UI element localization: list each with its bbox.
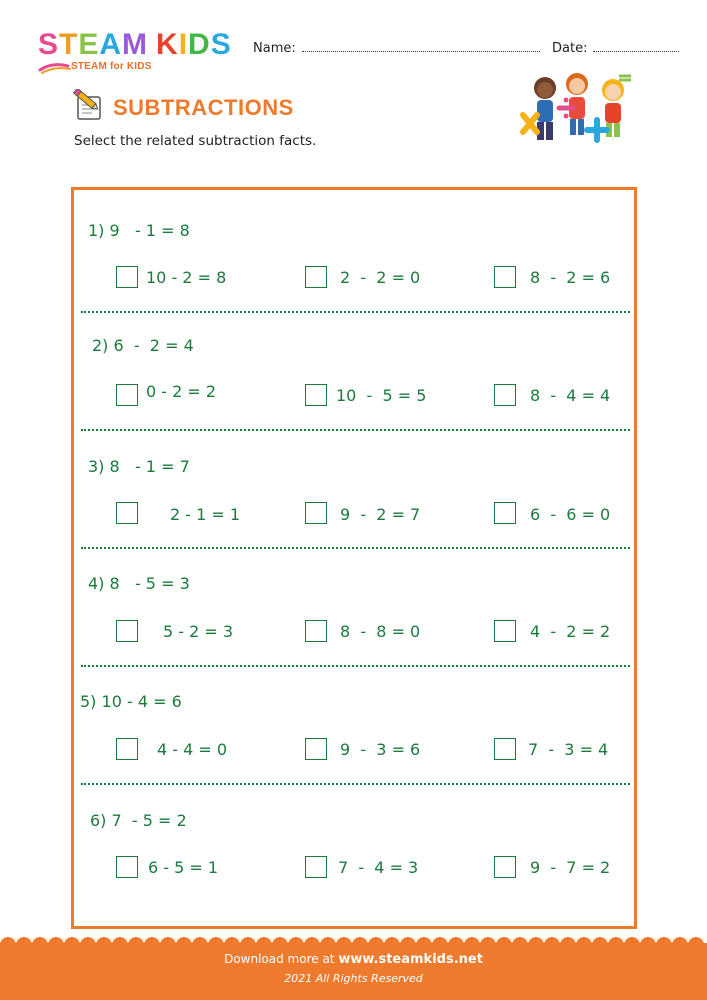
answer-option: 2 - 1 = 1 xyxy=(170,505,241,524)
problem-question: 1) 9 - 1 = 8 xyxy=(88,221,190,240)
logo-letter: A xyxy=(99,28,123,61)
answer-checkbox[interactable] xyxy=(116,502,138,524)
answer-checkbox[interactable] xyxy=(116,620,138,642)
answer-checkbox[interactable] xyxy=(305,502,327,524)
answer-checkbox[interactable] xyxy=(305,620,327,642)
answer-checkbox[interactable] xyxy=(494,384,516,406)
worksheet-title: SUBTRACTIONS xyxy=(113,95,294,120)
date-field[interactable] xyxy=(552,40,679,56)
answer-option: 2 - 2 = 0 xyxy=(340,268,421,287)
answer-checkbox[interactable] xyxy=(494,266,516,288)
answer-checkbox[interactable] xyxy=(494,620,516,642)
footer xyxy=(0,935,707,1000)
answer-option: 9 - 2 = 7 xyxy=(340,505,421,524)
answer-checkbox[interactable] xyxy=(116,384,138,406)
date-input-line[interactable] xyxy=(593,40,679,52)
logo-letter: T xyxy=(59,28,79,61)
answer-option: 5 - 2 = 3 xyxy=(163,622,234,641)
answer-option: 9 - 7 = 2 xyxy=(530,858,611,877)
answer-option: 10 - 5 = 5 xyxy=(336,386,427,405)
problem-divider xyxy=(81,665,630,667)
logo-letter: S xyxy=(38,28,60,61)
problem-question: 3) 8 - 1 = 7 xyxy=(88,457,190,476)
problem-divider xyxy=(81,547,630,549)
logo-swoosh-icon xyxy=(38,60,78,74)
footer-rights: 2021 All Rights Reserved xyxy=(284,972,423,985)
answer-checkbox[interactable] xyxy=(305,856,327,878)
footer-download-text xyxy=(0,952,707,967)
answer-checkbox[interactable] xyxy=(305,738,327,760)
answer-option: 8 - 2 = 6 xyxy=(530,268,611,287)
name-field[interactable] xyxy=(253,40,540,56)
footer-download-prefix: Download more at xyxy=(224,952,335,966)
answer-checkbox[interactable] xyxy=(494,502,516,524)
answer-option: 6 - 5 = 1 xyxy=(148,858,219,877)
problem-question: 6) 7 - 5 = 2 xyxy=(90,811,187,830)
answer-option: 6 - 6 = 0 xyxy=(530,505,611,524)
answer-option: 8 - 4 = 4 xyxy=(530,386,611,405)
answer-option: 8 - 8 = 0 xyxy=(340,622,421,641)
problem-divider xyxy=(81,311,630,313)
answer-checkbox[interactable] xyxy=(305,384,327,406)
logo-wordmark xyxy=(38,30,232,60)
logo-letter: S xyxy=(210,28,232,61)
answer-checkbox[interactable] xyxy=(116,856,138,878)
problem-divider xyxy=(81,429,630,431)
problem-question: 5) 10 - 4 = 6 xyxy=(80,692,182,711)
answer-checkbox[interactable] xyxy=(116,738,138,760)
kids-math-illustration xyxy=(515,70,645,155)
footer-site-link[interactable]: www.steamkids.net xyxy=(338,952,483,967)
answer-option: 7 - 3 = 4 xyxy=(528,740,609,759)
answer-checkbox[interactable] xyxy=(494,856,516,878)
problem-divider xyxy=(81,783,630,785)
answer-checkbox[interactable] xyxy=(494,738,516,760)
answer-checkbox[interactable] xyxy=(116,266,138,288)
pencil-paper-icon xyxy=(72,89,106,123)
instruction-text: Select the related subtraction facts. xyxy=(74,133,317,149)
steam-kids-logo xyxy=(38,30,232,72)
answer-option: 10 - 2 = 8 xyxy=(146,268,227,287)
answer-option: 4 - 2 = 2 xyxy=(530,622,611,641)
name-input-line[interactable] xyxy=(302,40,540,52)
answer-checkbox[interactable] xyxy=(305,266,327,288)
logo-subtitle: STEAM for KIDS xyxy=(71,61,152,72)
problem-question: 2) 6 - 2 = 4 xyxy=(92,336,194,355)
logo-letter: E xyxy=(78,28,100,61)
answer-option: 4 - 4 = 0 xyxy=(157,740,228,759)
logo-letter: D xyxy=(188,28,211,61)
answer-option: 9 - 3 = 6 xyxy=(340,740,421,759)
answer-option: 7 - 4 = 3 xyxy=(338,858,419,877)
name-label: Name: xyxy=(253,41,296,56)
date-label: Date: xyxy=(552,41,588,56)
logo-letter: M xyxy=(122,28,149,61)
logo-letter: K xyxy=(156,28,179,61)
problem-question: 4) 8 - 5 = 3 xyxy=(88,574,190,593)
answer-option: 0 - 2 = 2 xyxy=(146,382,217,401)
logo-letter: I xyxy=(178,28,189,61)
